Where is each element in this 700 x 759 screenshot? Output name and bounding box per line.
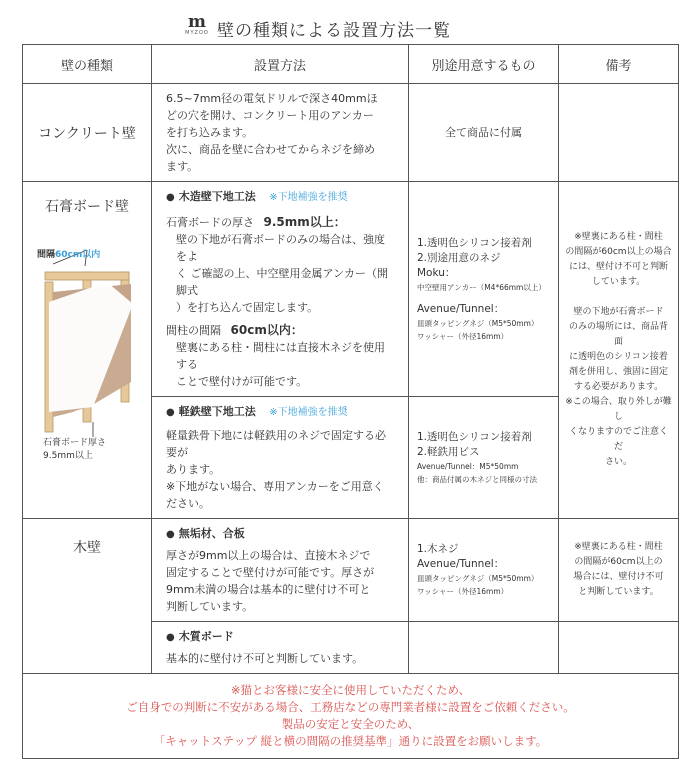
text-line: ※この場合、取り外しが難し [565,397,672,422]
concrete-method [152,84,409,182]
spacer [565,290,672,305]
bullet-icon: ● [166,529,175,540]
safety-footer [23,674,679,759]
text-line: 次に、商品を壁に合わせてからネジを締め [166,143,375,156]
text-line: ※下地がない場合、専用アンカーをご用意く [166,480,384,493]
text-line: 中空壁用アンカー（M4*66mm以上） [417,282,546,292]
text-line: さい。 [604,457,632,467]
wood-type: 木壁 [23,519,152,674]
gypsum-steel-heading [166,403,394,421]
wood-board-heading [166,628,394,646]
footer-line: ご自身での判断に不安がある場合、工務店などの専門業者様に設置をご依頼ください。 [126,700,575,714]
text-line: ワッシャー（外径16mm） [417,331,509,341]
text-line: 壁裏にある柱・間柱には直接木ネジを使用する [176,341,385,371]
text-line: 軽量鉄骨下地には軽鉄用のネジで固定する必要が [166,429,386,459]
table-header-row [23,45,679,84]
row-gypsum-wood [23,182,679,397]
gypsum-type: 石膏ボード壁 [45,199,129,215]
text-line: する必要があります。 [573,382,664,392]
wood-board-method [152,622,409,674]
text-line: 皿頭タッピングネジ（M5*50mm） [417,574,539,583]
text-line: ）を打ち込んで固定します。 [176,301,319,314]
row-wood-solid [23,519,679,622]
text-line: 壁の下地が石膏ボードのみの場合は、強度をよ [176,233,385,263]
text-line: の間隔が60cm以上の場合 [565,247,672,257]
text-line: 2.別途用意のネジ [417,251,501,264]
text-line: ことで壁付けが可能です。 [176,375,308,388]
gypsum-wood-head-note: ※下地補強を推奨 [269,192,348,203]
text-line: くなりますのでご注意くだ [568,427,668,452]
bullet-icon: ● [166,407,175,418]
footer-row [23,674,679,759]
thickness-label [43,437,106,463]
text-line: ※壁裏にある柱・間柱 [574,232,663,242]
span-rule [166,322,394,339]
text-line: しています。 [591,277,646,287]
text-line: 2.軽鉄用ビス [417,445,480,458]
text-line: 1.木ネジ [417,543,459,555]
span-label [37,247,100,260]
wood-board-note [559,622,679,674]
thickness-label-value: 9.5mm以上 [43,451,93,461]
wood-solid-method [152,519,409,622]
concrete-type: コンクリート壁 [23,84,152,182]
col-header-wall-type: 壁の種類 [23,45,152,84]
text-line: ワッシャー（外径16mm） [417,587,509,596]
footer-line: 「キャットステップ 縦と横の間隔の推奨基準」通りに設置をお願いします。 [153,734,548,748]
text-line: を打ち込みます。 [166,126,254,139]
text-line: く ご確認の上、中空壁用金属アンカー（開脚式 [176,267,389,297]
text-line: の間隔が60cm以上の [574,557,663,567]
wood-solid-head: 無垢材、合板 [178,527,245,540]
text-line: Avenue/Tunnel： [417,558,505,570]
text-line: 6.5~7mm径の電気ドリルで深さ40mmほ [166,92,378,105]
text-line: には、壁付け不可と判断 [568,262,668,272]
concrete-note [559,84,679,182]
gypsum-note [559,182,679,519]
text-line: に透明色のシリコン接着 [569,352,668,362]
footer-line: 製品の安定と安全のため、 [281,717,420,731]
concrete-items: 全て商品に付属 [409,84,559,182]
text-line: どの穴を開け、コンクリート用のアンカー [166,109,374,122]
thickness-label-text: 石膏ボード厚さ [43,438,107,448]
span-label-value: 60cm以内 [55,250,101,260]
text-line: 他：商品付属の木ネジと同様の寸法 [417,474,537,484]
text-line: 皿頭タッピングネジ（M5*50mm） [417,318,539,328]
bullet-icon: ● [166,192,175,203]
col-header-notes: 備考 [559,45,679,84]
gypsum-steel-head-note: ※下地補強を推奨 [269,407,348,418]
text-line: 壁の下地が石膏ボード [573,307,664,317]
text-line: 場合には、壁付け不可 [573,572,664,582]
text-line: あります。 [166,463,221,476]
thickness-rule-value: 9.5mm以上： [263,215,346,229]
wood-board-head: 木質ボード [178,630,234,643]
gypsum-wood-heading [166,188,394,206]
gypsum-steel-items [409,397,559,519]
logo-sub: MYZOO [185,30,209,36]
gypsum-type-cell [23,182,152,519]
col-header-items: 別途用意するもの [409,45,559,84]
text-line: 固定することで壁付けが可能です。厚さが [166,566,375,579]
wall-type-table [22,44,679,759]
text-line: ださい。 [166,497,210,510]
thickness-rule-pre: 石膏ボードの厚さ [166,216,254,229]
span-label-pre: 間隔 [37,250,56,260]
row-concrete [23,84,679,182]
text-line: ます。 [166,160,199,173]
wood-solid-note [559,519,679,622]
text-line: Avenue/Tunnel：M5*50mm [417,461,519,471]
span-rule-pre: 間柱の間隔 [166,324,221,337]
text-line: 判断しています。 [166,600,254,613]
gypsum-wood-head: 木造壁下地工法 [178,190,256,203]
text-line: ※壁裏にある柱・間柱 [574,542,663,552]
text-line: 1.透明色シリコン接着剤 [417,236,532,249]
text-line: 剤を併用し、強固に固定 [568,367,668,377]
wood-solid-items [409,519,559,622]
text-line: 9mm未満の場合は基本的に壁付け不可と [166,583,371,596]
wood-board-items [409,622,559,674]
text-line: 基本的に壁付け不可と判断しています。 [166,652,364,665]
bullet-icon: ● [166,632,175,643]
text-line: 厚さが9mm以上の場合は、直接木ネジで [166,549,371,562]
span-rule-value: 60cm以内： [230,323,303,337]
col-header-method: 設置方法 [152,45,409,84]
text-line: 1.透明色シリコン接着剤 [417,430,532,443]
footer-line: ※猫とお客様に安全に使用していただくため、 [230,683,471,697]
gypsum-wood-items [409,182,559,397]
page-title: 壁の種類による設置方法一覧 [217,21,451,41]
text-line: のみの場所には、商品背面 [568,322,668,347]
wood-solid-heading [166,525,394,543]
text-line: と判断しています。 [578,587,659,597]
gypsum-steel-method [152,397,409,519]
logo-mark: m [188,12,206,32]
gypsum-steel-head: 軽鉄壁下地工法 [178,405,256,418]
text-line: Moku： [417,266,456,279]
thickness-rule [166,214,394,231]
brand-logo [183,14,211,36]
gypsum-wood-method [152,182,409,397]
text-line: Avenue/Tunnel： [417,302,505,315]
